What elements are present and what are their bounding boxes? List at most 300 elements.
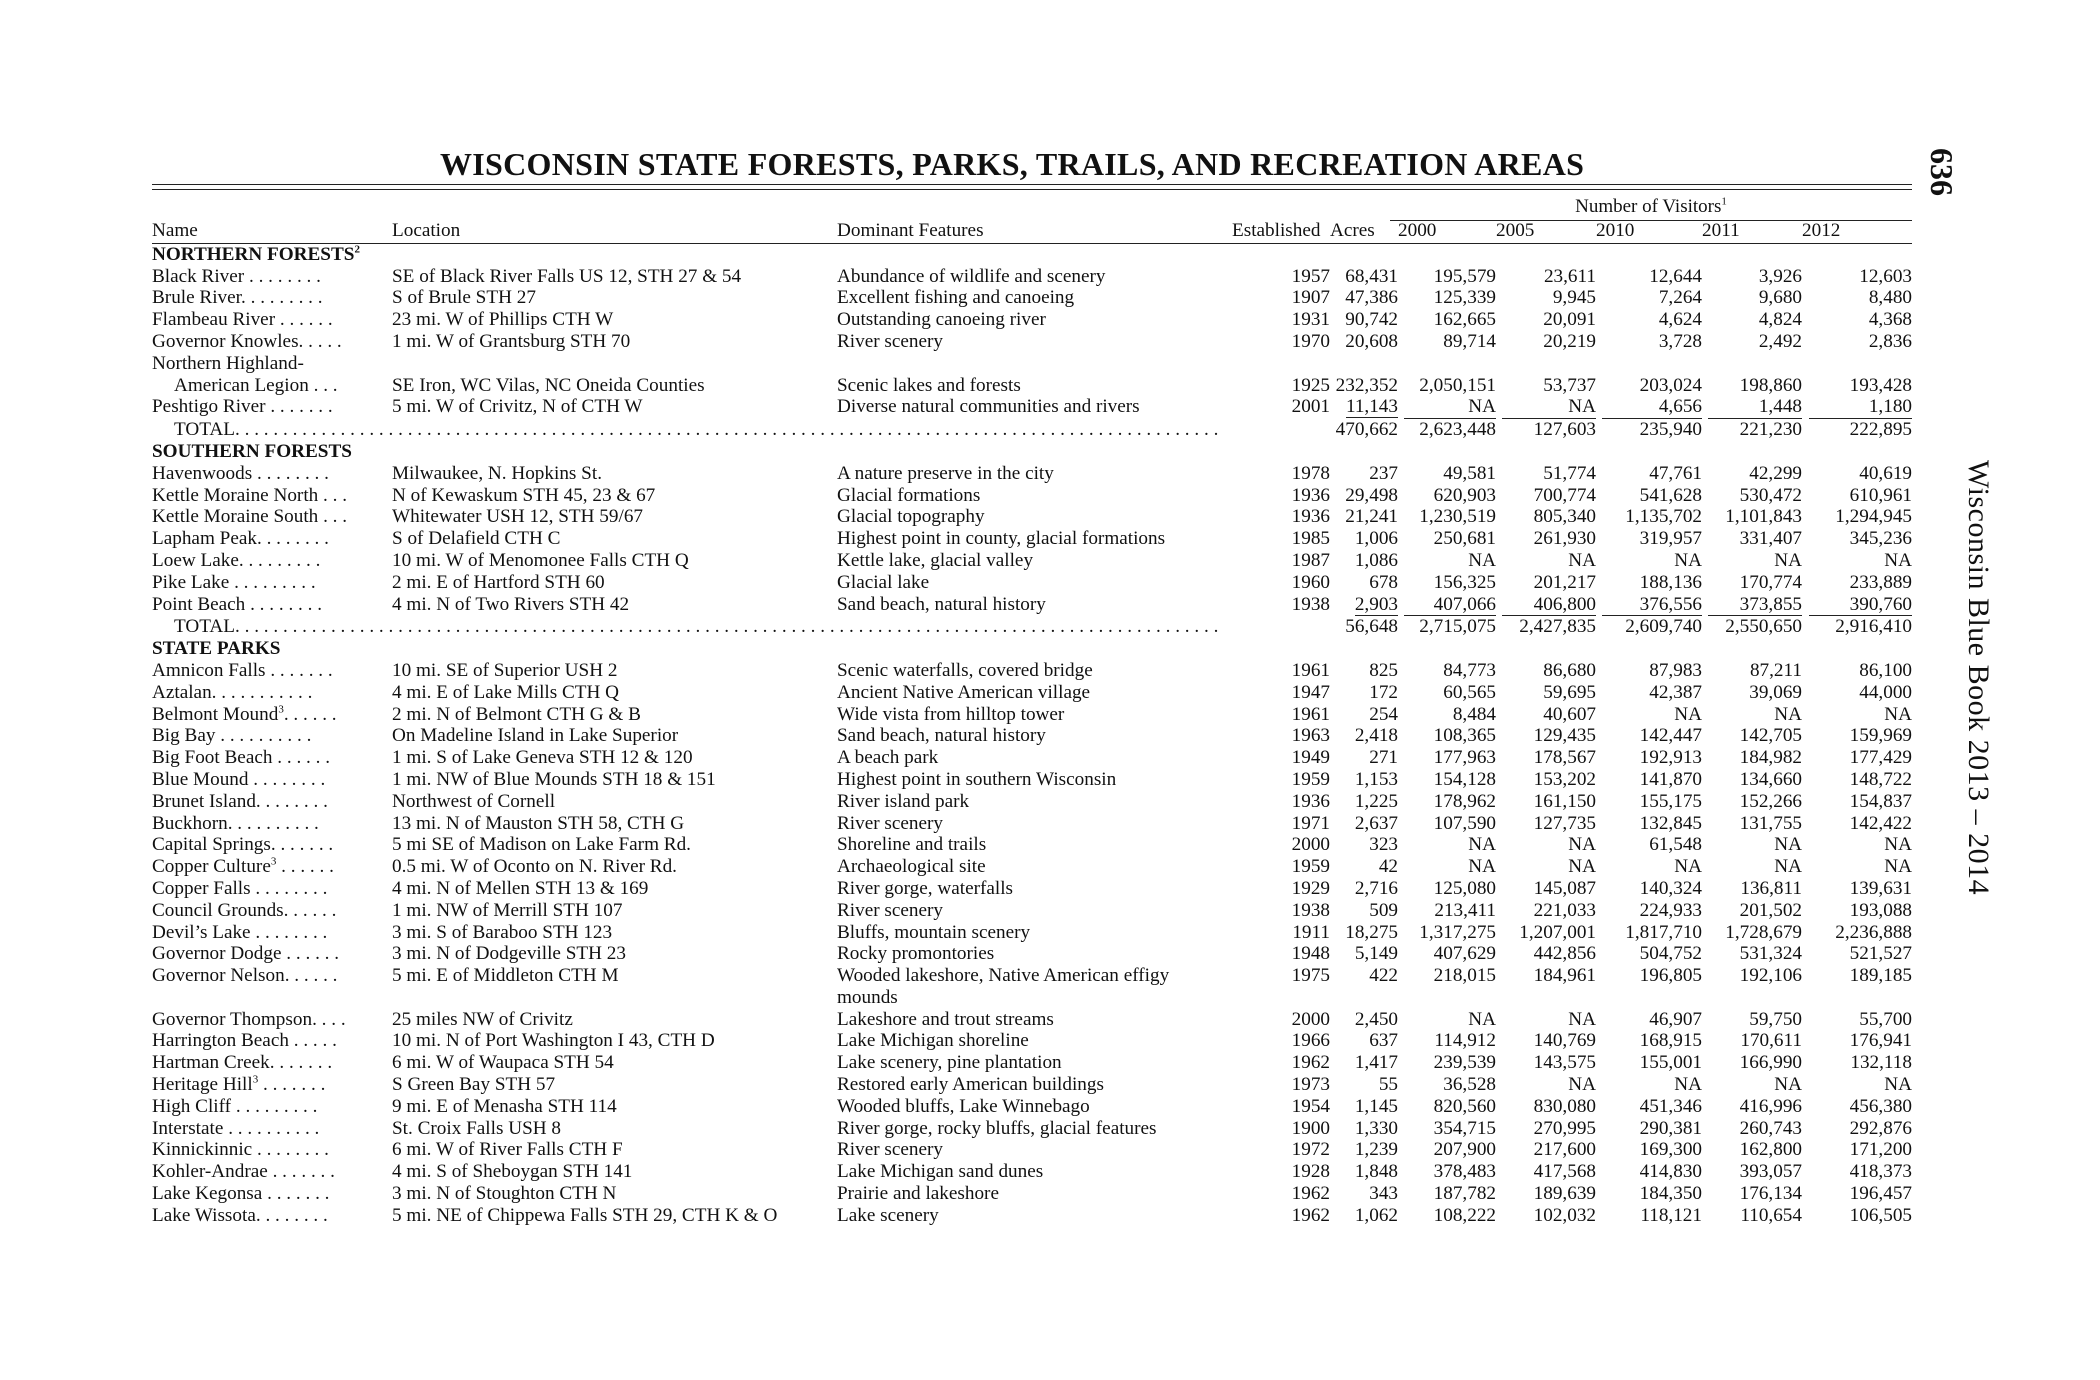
row-features-text: Rocky promontories bbox=[837, 943, 995, 965]
row-visitors-2000 bbox=[1398, 463, 1496, 485]
row-visitors-2011 bbox=[1702, 1183, 1802, 1205]
visitors-value: 189,639 bbox=[1533, 1183, 1596, 1205]
leader-dots: . . . . . . . . . . . bbox=[211, 681, 313, 703]
row-established: 1960 bbox=[1291, 571, 1330, 593]
row-visitors-2010 bbox=[1596, 943, 1702, 965]
visitors-value: 161,150 bbox=[1533, 790, 1596, 812]
row-visitors-2012 bbox=[1802, 922, 1912, 944]
row-visitors-2005 bbox=[1496, 1205, 1596, 1227]
row-location: 0.5 mi. W of Oconto on N. River Rd. bbox=[392, 856, 677, 878]
row-acres-text: 68,431 bbox=[1345, 265, 1398, 287]
visitors-value: 504,752 bbox=[1639, 943, 1702, 965]
table-row bbox=[152, 1030, 1912, 1052]
total-row bbox=[152, 419, 1912, 441]
visitors-value: 1,448 bbox=[1708, 396, 1802, 419]
row-visitors-2011 bbox=[1702, 1074, 1802, 1096]
row-visitors-2011 bbox=[1702, 747, 1802, 769]
row-name-text: Devil’s Lake bbox=[152, 921, 251, 943]
row-acres bbox=[1330, 1139, 1398, 1161]
row-features bbox=[837, 1205, 1232, 1227]
row-acres-text: 1,848 bbox=[1354, 1161, 1398, 1183]
row-acres bbox=[1330, 1096, 1398, 1118]
row-acres bbox=[1330, 550, 1398, 572]
row-visitors-2000 bbox=[1398, 1161, 1496, 1183]
row-acres bbox=[1330, 1052, 1398, 1074]
row-features-text: Highest point in southern Wisconsin bbox=[837, 768, 1117, 790]
leader-dots: . . . . . . . . . bbox=[238, 549, 321, 571]
row-location: S Green Bay STH 57 bbox=[392, 1074, 556, 1096]
row-features bbox=[837, 725, 1232, 747]
row-visitors-2010 bbox=[1596, 331, 1702, 353]
row-established: 1936 bbox=[1291, 484, 1330, 506]
row-features-text: Bluffs, mountain scenery bbox=[837, 921, 1031, 943]
row-name-text: Amnicon Falls bbox=[152, 659, 266, 681]
row-established: 1938 bbox=[1291, 593, 1330, 615]
visitors-value: 142,447 bbox=[1639, 725, 1702, 747]
row-features bbox=[837, 834, 1232, 856]
table-row bbox=[152, 266, 1912, 288]
visitors-value: 221,033 bbox=[1533, 899, 1596, 921]
row-visitors-2005 bbox=[1496, 1161, 1596, 1183]
row-acres bbox=[1330, 1030, 1398, 1052]
visitors-value: 1,230,519 bbox=[1419, 506, 1496, 528]
row-visitors-2010 bbox=[1596, 878, 1702, 900]
visitors-value: 195,579 bbox=[1433, 265, 1496, 287]
visitors-value: NA bbox=[1884, 834, 1912, 856]
visitors-value: 184,350 bbox=[1639, 1183, 1702, 1205]
section-heading bbox=[152, 638, 1912, 660]
row-features-text: A nature preserve in the city bbox=[837, 462, 1054, 484]
row-established: 1911 bbox=[1292, 921, 1330, 943]
row-location: 1 mi. NW of Blue Mounds STH 18 & 151 bbox=[392, 768, 716, 790]
row-established: 1929 bbox=[1291, 877, 1330, 899]
row-visitors-2000 bbox=[1398, 485, 1496, 507]
row-visitors-2011 bbox=[1702, 856, 1802, 878]
total-visitors-2011: 221,230 bbox=[1739, 419, 1802, 441]
row-name-text: Point Beach bbox=[152, 593, 246, 615]
visitors-value: 108,365 bbox=[1433, 725, 1496, 747]
leader-dots: . . . . . . . . bbox=[250, 921, 328, 943]
row-name-text: American Legion bbox=[174, 374, 309, 396]
row-features-text: Excellent fishing and canoeing bbox=[837, 287, 1075, 309]
visitors-value: 20,091 bbox=[1543, 309, 1596, 331]
row-features bbox=[837, 1009, 1232, 1031]
leader-dots: . . . . . . . bbox=[269, 1052, 333, 1074]
row-name-text: Brunet Island bbox=[152, 790, 256, 812]
row-visitors-2011 bbox=[1702, 682, 1802, 704]
row-visitors-2012 bbox=[1802, 353, 1912, 375]
visitors-value: 331,407 bbox=[1739, 528, 1802, 550]
visitors-value: 36,528 bbox=[1443, 1074, 1496, 1096]
leader-dots: . . . . bbox=[312, 1008, 346, 1030]
leader-dots: . . . bbox=[318, 484, 348, 506]
row-location: 5 mi. W of Crivitz, N of CTH W bbox=[392, 396, 643, 418]
leader-dots: . . . . . . . . . . bbox=[227, 812, 319, 834]
row-name bbox=[152, 1118, 392, 1140]
total-visitors-2000: 2,623,448 bbox=[1419, 419, 1496, 441]
row-visitors-2010 bbox=[1596, 1074, 1702, 1096]
row-name-text: Northern Highland- bbox=[152, 352, 304, 374]
visitors-value: 270,995 bbox=[1533, 1117, 1596, 1139]
row-name bbox=[152, 1074, 392, 1096]
table-row bbox=[152, 1052, 1912, 1074]
visitors-value: 87,211 bbox=[1749, 659, 1802, 681]
row-acres-text: 232,352 bbox=[1335, 374, 1398, 396]
row-visitors-2012 bbox=[1802, 1030, 1912, 1052]
row-features-text: Archaeological site bbox=[837, 856, 986, 878]
row-visitors-2011 bbox=[1702, 1096, 1802, 1118]
row-features-text: Lake scenery, pine plantation bbox=[837, 1052, 1062, 1074]
row-features-text: Glacial topography bbox=[837, 506, 985, 528]
total-visitors-2005: 127,603 bbox=[1533, 419, 1596, 441]
row-acres bbox=[1330, 769, 1398, 791]
row-acres-text: 1,225 bbox=[1354, 790, 1398, 812]
row-name bbox=[152, 725, 392, 747]
visitors-value: 261,930 bbox=[1533, 528, 1596, 550]
table-row bbox=[152, 353, 1912, 375]
visitors-value: 376,556 bbox=[1602, 594, 1702, 617]
visitors-value: 143,575 bbox=[1533, 1052, 1596, 1074]
leader-dots: . . . . . . . . bbox=[255, 790, 328, 812]
row-name bbox=[152, 965, 392, 1009]
row-acres-text: 42 bbox=[1378, 856, 1398, 878]
row-location: 5 mi. NE of Chippewa Falls STH 29, CTH K & O bbox=[392, 1204, 778, 1226]
row-acres-text: 1,153 bbox=[1354, 768, 1398, 790]
row-established: 2001 bbox=[1291, 396, 1330, 418]
total-row bbox=[152, 616, 1912, 638]
row-visitors-2011 bbox=[1702, 396, 1802, 419]
visitors-value: NA bbox=[1884, 703, 1912, 725]
row-visitors-2005 bbox=[1496, 331, 1596, 353]
visitors-value: 830,080 bbox=[1533, 1095, 1596, 1117]
row-name bbox=[152, 922, 392, 944]
visitors-value: 250,681 bbox=[1433, 528, 1496, 550]
visitors-value: 9,945 bbox=[1552, 287, 1596, 309]
table-row bbox=[152, 1139, 1912, 1161]
visitors-value: 417,568 bbox=[1533, 1161, 1596, 1183]
row-acres bbox=[1330, 878, 1398, 900]
row-name-text: Havenwoods bbox=[152, 462, 253, 484]
total-visitors-2012: 2,916,410 bbox=[1835, 616, 1912, 638]
title-rule-top bbox=[152, 184, 1912, 185]
row-visitors-2012 bbox=[1802, 1118, 1912, 1140]
row-features-text: Kettle lake, glacial valley bbox=[837, 549, 1034, 571]
row-visitors-2000 bbox=[1398, 287, 1496, 309]
table-row bbox=[152, 550, 1912, 572]
visitors-value: 59,750 bbox=[1749, 1008, 1802, 1030]
leader-dots: . . . . . . . . bbox=[256, 528, 329, 550]
row-acres-text: 343 bbox=[1369, 1183, 1398, 1205]
visitors-value: 416,996 bbox=[1739, 1095, 1802, 1117]
visitors-value: 154,128 bbox=[1433, 768, 1496, 790]
row-name bbox=[152, 375, 392, 397]
visitors-value: 207,900 bbox=[1433, 1139, 1496, 1161]
row-visitors-2005 bbox=[1496, 266, 1596, 288]
column-header-row bbox=[152, 220, 1912, 243]
row-features bbox=[837, 550, 1232, 572]
row-acres bbox=[1330, 747, 1398, 769]
row-visitors-2012 bbox=[1802, 1183, 1912, 1205]
table-row bbox=[152, 943, 1912, 965]
row-features bbox=[837, 747, 1232, 769]
row-visitors-2010 bbox=[1596, 309, 1702, 331]
visitors-value: 3,926 bbox=[1758, 265, 1802, 287]
table-row bbox=[152, 1096, 1912, 1118]
row-visitors-2005 bbox=[1496, 375, 1596, 397]
row-acres bbox=[1330, 594, 1398, 617]
row-features-text: Prairie and lakeshore bbox=[837, 1183, 999, 1205]
visitors-value: 39,069 bbox=[1749, 681, 1802, 703]
row-location: 4 mi. N of Two Rivers STH 42 bbox=[392, 593, 630, 615]
leader-dots: . . . . . . . . bbox=[252, 462, 329, 484]
row-name-text: Lapham Peak bbox=[152, 528, 257, 550]
row-acres bbox=[1330, 396, 1398, 419]
row-name bbox=[152, 682, 392, 704]
row-name bbox=[152, 1009, 392, 1031]
row-visitors-2010 bbox=[1596, 594, 1702, 617]
row-features bbox=[837, 506, 1232, 528]
row-visitors-2000 bbox=[1398, 1139, 1496, 1161]
row-location: N of Kewaskum STH 45, 23 & 67 bbox=[392, 484, 656, 506]
visitors-value: NA bbox=[1404, 396, 1496, 419]
visitors-value: 188,136 bbox=[1639, 571, 1702, 593]
col-2012: 2012 bbox=[1802, 220, 1912, 243]
row-features bbox=[837, 1139, 1232, 1161]
row-location: 5 mi. E of Middleton CTH M bbox=[392, 965, 619, 987]
total-visitors-2000: 2,715,075 bbox=[1419, 616, 1496, 638]
row-visitors-2005 bbox=[1496, 1096, 1596, 1118]
row-acres bbox=[1330, 922, 1398, 944]
row-location: On Madeline Island in Lake Superior bbox=[392, 725, 679, 747]
visitors-value: 292,876 bbox=[1849, 1117, 1912, 1139]
row-visitors-2010 bbox=[1596, 834, 1702, 856]
leader-dots: . . . . . . . . bbox=[255, 1204, 328, 1226]
table-row bbox=[152, 922, 1912, 944]
total-acres: 470,662 bbox=[1335, 419, 1398, 441]
leader-dots: . . . . . . bbox=[276, 856, 334, 878]
row-acres bbox=[1330, 331, 1398, 353]
row-visitors-2011 bbox=[1702, 965, 1802, 1009]
section-heading bbox=[152, 441, 1912, 463]
row-visitors-2010 bbox=[1596, 266, 1702, 288]
row-features bbox=[837, 813, 1232, 835]
row-visitors-2012 bbox=[1802, 878, 1912, 900]
visitors-value: 805,340 bbox=[1533, 506, 1596, 528]
row-name bbox=[152, 1052, 392, 1074]
row-visitors-2010 bbox=[1596, 856, 1702, 878]
row-established: 1959 bbox=[1291, 856, 1330, 878]
row-features-text: Sand beach, natural history bbox=[837, 593, 1046, 615]
row-features-text: Wide vista from hilltop tower bbox=[837, 703, 1065, 725]
row-established: 1936 bbox=[1291, 506, 1330, 528]
row-visitors-2010 bbox=[1596, 506, 1702, 528]
visitors-value: 224,933 bbox=[1639, 899, 1702, 921]
row-location: 10 mi. W of Menomonee Falls CTH Q bbox=[392, 549, 689, 571]
row-visitors-2010 bbox=[1596, 747, 1702, 769]
row-acres bbox=[1330, 900, 1398, 922]
row-name-text: Brule River bbox=[152, 287, 241, 309]
leader-dots: . . . . . . . . . . . . . . . . . . . . . . . . . . . . . . . . . . . . . . . . . . . . . . . . . . . . . . . . . . . . . . . . . . . . . . . . . . . . . . . . . . . . . . . . . . . . . . . . . . . . . . . bbox=[235, 419, 1219, 441]
row-visitors-2000 bbox=[1398, 900, 1496, 922]
recreation-areas-table bbox=[152, 220, 1912, 1227]
row-visitors-2000 bbox=[1398, 704, 1496, 726]
row-established: 1938 bbox=[1291, 899, 1330, 921]
row-visitors-2011 bbox=[1702, 594, 1802, 617]
row-visitors-2005 bbox=[1496, 287, 1596, 309]
row-visitors-2012 bbox=[1802, 704, 1912, 726]
row-established: 1970 bbox=[1291, 330, 1330, 352]
row-features-text: A beach park bbox=[837, 747, 939, 769]
row-visitors-2005 bbox=[1496, 900, 1596, 922]
row-features bbox=[837, 1096, 1232, 1118]
visitors-value: 178,567 bbox=[1533, 747, 1596, 769]
row-acres-text: 90,742 bbox=[1345, 309, 1398, 331]
col-acres: Acres bbox=[1330, 220, 1398, 243]
row-established: 1961 bbox=[1291, 659, 1330, 681]
col-name: Name bbox=[152, 220, 392, 243]
row-acres bbox=[1330, 1183, 1398, 1205]
row-location: S of Brule STH 27 bbox=[392, 287, 536, 309]
row-acres-text: 21,241 bbox=[1345, 506, 1398, 528]
row-features-text: Ancient Native American village bbox=[837, 681, 1091, 703]
total-visitors-2005: 2,427,835 bbox=[1519, 616, 1596, 638]
row-established: 1985 bbox=[1291, 528, 1330, 550]
row-features-text: Outstanding canoeing river bbox=[837, 309, 1046, 331]
visitors-value: 20,219 bbox=[1543, 330, 1596, 352]
table-row bbox=[152, 287, 1912, 309]
row-features bbox=[837, 1074, 1232, 1096]
row-features bbox=[837, 266, 1232, 288]
visitors-value: 407,629 bbox=[1433, 943, 1496, 965]
row-visitors-2010 bbox=[1596, 550, 1702, 572]
row-visitors-2005 bbox=[1496, 572, 1596, 594]
visitors-value: 176,134 bbox=[1739, 1183, 1802, 1205]
row-acres-text: 825 bbox=[1369, 659, 1398, 681]
row-acres bbox=[1330, 856, 1398, 878]
visitors-value: 345,236 bbox=[1849, 528, 1912, 550]
visitors-value: NA bbox=[1568, 1074, 1596, 1096]
row-name bbox=[152, 309, 392, 331]
row-name-text: Belmont Mound bbox=[152, 703, 279, 725]
leader-dots: . . . . . . . . bbox=[250, 877, 328, 899]
row-visitors-2012 bbox=[1802, 900, 1912, 922]
visitors-value: 47,761 bbox=[1649, 462, 1702, 484]
row-name bbox=[152, 1139, 392, 1161]
visitors-value: 102,032 bbox=[1533, 1204, 1596, 1226]
visitors-value: 55,700 bbox=[1859, 1008, 1912, 1030]
visitors-value: 700,774 bbox=[1533, 484, 1596, 506]
leader-dots: . . . . . . . bbox=[262, 1183, 330, 1205]
row-visitors-2005 bbox=[1496, 463, 1596, 485]
row-name-text: Kinnickinnic bbox=[152, 1139, 253, 1161]
table-row bbox=[152, 834, 1912, 856]
visitors-value: 142,422 bbox=[1849, 812, 1912, 834]
row-visitors-2011 bbox=[1702, 485, 1802, 507]
row-visitors-2000 bbox=[1398, 878, 1496, 900]
row-features bbox=[837, 704, 1232, 726]
row-name-text: Hartman Creek bbox=[152, 1052, 270, 1074]
visitors-value: 193,088 bbox=[1849, 899, 1912, 921]
visitors-value: 60,565 bbox=[1443, 681, 1496, 703]
row-visitors-2000 bbox=[1398, 965, 1496, 1009]
row-location: 25 miles NW of Crivitz bbox=[392, 1008, 573, 1030]
table-row bbox=[152, 878, 1912, 900]
visitors-value: 2,836 bbox=[1868, 330, 1912, 352]
row-location: St. Croix Falls USH 8 bbox=[392, 1117, 561, 1139]
row-name bbox=[152, 594, 392, 617]
row-acres-text: 20,608 bbox=[1345, 330, 1398, 352]
visitors-value: 53,737 bbox=[1543, 374, 1596, 396]
row-visitors-2012 bbox=[1802, 660, 1912, 682]
row-visitors-2000 bbox=[1398, 528, 1496, 550]
row-visitors-2012 bbox=[1802, 1052, 1912, 1074]
row-name bbox=[152, 485, 392, 507]
section-heading-text: NORTHERN FORESTS bbox=[152, 243, 355, 265]
title-rule-bottom bbox=[152, 189, 1912, 190]
visitors-value: NA bbox=[1568, 834, 1596, 856]
row-acres-text: 2,450 bbox=[1354, 1008, 1398, 1030]
row-name bbox=[152, 331, 392, 353]
visitors-value: NA bbox=[1884, 856, 1912, 878]
row-visitors-2011 bbox=[1702, 1052, 1802, 1074]
row-features bbox=[837, 769, 1232, 791]
section-heading-row bbox=[152, 441, 1912, 463]
row-visitors-2000 bbox=[1398, 1074, 1496, 1096]
row-established: 1954 bbox=[1291, 1095, 1330, 1117]
row-visitors-2010 bbox=[1596, 791, 1702, 813]
visitors-value: 193,428 bbox=[1849, 374, 1912, 396]
visitors-value: NA bbox=[1568, 1008, 1596, 1030]
visitors-value: NA bbox=[1674, 703, 1702, 725]
row-acres bbox=[1330, 965, 1398, 1009]
visitors-value: 44,000 bbox=[1859, 681, 1912, 703]
row-location: 2 mi. E of Hartford STH 60 bbox=[392, 571, 605, 593]
row-name bbox=[152, 353, 392, 375]
row-visitors-2012 bbox=[1802, 1139, 1912, 1161]
visitors-value: 4,656 bbox=[1602, 396, 1702, 419]
row-features-text: Sand beach, natural history bbox=[837, 725, 1046, 747]
row-features-text: River scenery bbox=[837, 1139, 944, 1161]
section-heading-row bbox=[152, 638, 1912, 660]
row-visitors-2011 bbox=[1702, 528, 1802, 550]
row-visitors-2000 bbox=[1398, 1205, 1496, 1227]
visitors-value: 86,680 bbox=[1543, 659, 1596, 681]
row-visitors-2010 bbox=[1596, 1205, 1702, 1227]
row-features bbox=[837, 943, 1232, 965]
row-visitors-2011 bbox=[1702, 353, 1802, 375]
visitors-value: 86,100 bbox=[1859, 659, 1912, 681]
row-acres bbox=[1330, 1161, 1398, 1183]
visitors-value: NA bbox=[1774, 856, 1802, 878]
visitors-value: NA bbox=[1468, 834, 1496, 856]
row-features bbox=[837, 485, 1232, 507]
row-name bbox=[152, 769, 392, 791]
row-features-text: Abundance of wildlife and scenery bbox=[837, 265, 1106, 287]
row-visitors-2010 bbox=[1596, 769, 1702, 791]
leader-dots: . . . . . . bbox=[284, 965, 338, 987]
row-visitors-2011 bbox=[1702, 550, 1802, 572]
visitors-value: 456,380 bbox=[1849, 1095, 1912, 1117]
col-2010: 2010 bbox=[1596, 220, 1702, 243]
row-name-text: Flambeau River bbox=[152, 309, 276, 331]
row-features-text-cont: mounds bbox=[837, 986, 898, 1008]
row-acres bbox=[1330, 572, 1398, 594]
table-row bbox=[152, 856, 1912, 878]
visitors-value: NA bbox=[1774, 834, 1802, 856]
row-visitors-2005 bbox=[1496, 1118, 1596, 1140]
row-established: 1966 bbox=[1291, 1030, 1330, 1052]
row-name bbox=[152, 791, 392, 813]
